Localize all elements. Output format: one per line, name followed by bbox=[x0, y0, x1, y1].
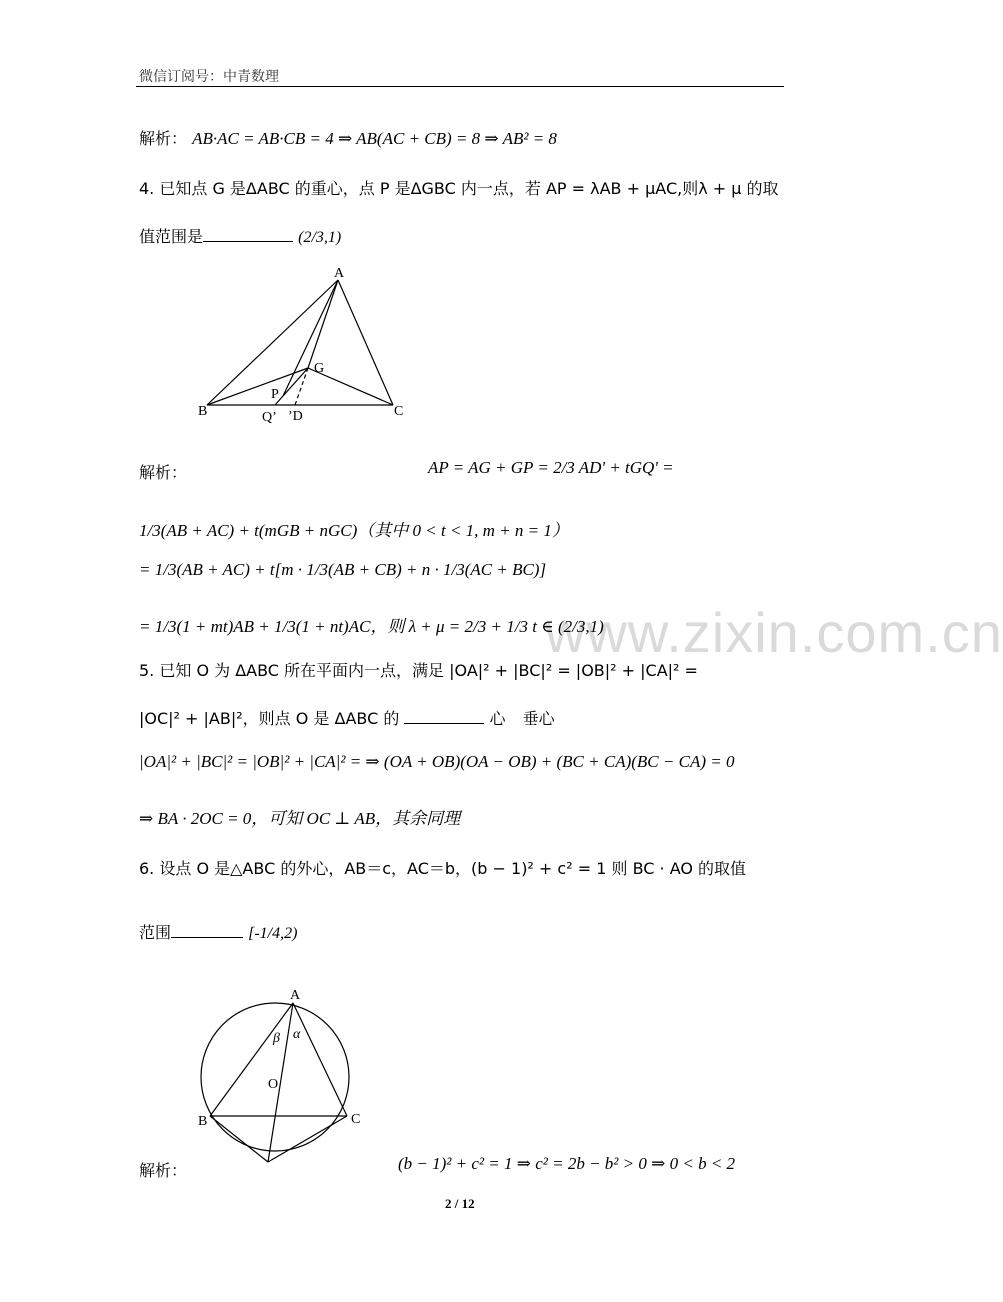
solution-3-expr: AB·AC = AB·CB = 4 ⇒ AB(AC + CB) = 8 ⇒ AB² = 8 bbox=[192, 129, 557, 148]
question-6-line1 bbox=[139, 856, 746, 879]
question-5-text: 5. 已知 O 为 ΔABC 所在平面内一点，满足 |OA|² + |BC|² = |OB|² + |CA|² = bbox=[139, 661, 698, 680]
label-O: O bbox=[268, 1077, 279, 1092]
question-4-line1: 4. 已知点 G 是ΔABC 的重心，点 P 是ΔGBC 内一点，若 AP = λAB + μAC,则λ + μ 的取 bbox=[139, 179, 779, 198]
segment-GB bbox=[207, 368, 308, 405]
header-title: 微信订阅号：中青数理 bbox=[139, 69, 279, 85]
label-A: A bbox=[334, 266, 345, 281]
segment-GD-dashed bbox=[295, 368, 308, 405]
label-B: B bbox=[198, 404, 208, 419]
solution-4-line1: 1/3(AB + AC) + t(mGB + nGC)（其中 0 < t < 1, m + n = 1） bbox=[139, 521, 569, 540]
edge-AB bbox=[210, 1003, 293, 1116]
header-rule bbox=[136, 86, 784, 87]
segment-AG bbox=[308, 280, 338, 368]
question-5-line2 bbox=[139, 706, 555, 729]
page-number: 2 / 12 bbox=[445, 1196, 475, 1211]
segment-AP bbox=[283, 280, 338, 396]
question-6-text: 6. 设点 O 是△ABC 的外心，AB＝c，AC＝b，(b − 1)² + c² = 1 则 BC · AO 的取值 bbox=[139, 859, 747, 878]
figure-triangle-centroid bbox=[195, 268, 415, 428]
solution-6-expr: (b − 1)² + c² = 1 ⇒ c² = 2b − b² > 0 ⇒ 0 < b < 2 bbox=[398, 1154, 736, 1173]
label-P: P bbox=[271, 387, 279, 402]
question-5-prompt: |OC|² + |AB|²，则点 O 是 ΔABC 的 bbox=[139, 709, 400, 728]
label-Q: Q’ bbox=[262, 410, 277, 425]
solution-4-line3: = 1/3(1 + mt)AB + 1/3(1 + nt)AC，则 λ + μ = 2/3 + 1/3 t ∈ (2/3,1) bbox=[139, 617, 604, 636]
solution-4-label bbox=[139, 460, 187, 483]
label-D: ’D bbox=[288, 409, 303, 424]
question-5-derivation-1: |OA|² + |BC|² = |OB|² + |CA|² = ⇒ (OA + OB)(OA − OB) + (BC + CA)(BC − CA) = 0 bbox=[139, 752, 735, 771]
solution-3 bbox=[139, 126, 557, 149]
question-4-text bbox=[139, 176, 779, 199]
solution-4-expr: AP = AG + GP = 2/3 AD' + tGQ' = bbox=[428, 458, 674, 477]
segment-CD bbox=[268, 1116, 347, 1162]
label-C: C bbox=[351, 1112, 361, 1127]
label-G: G bbox=[314, 361, 325, 376]
question-5-line1 bbox=[139, 658, 698, 681]
segment-BD bbox=[210, 1116, 268, 1162]
solution-label: 解析： bbox=[139, 129, 188, 148]
question-5-answer: 垂心 bbox=[522, 709, 555, 728]
label-B: B bbox=[198, 1114, 208, 1129]
label-alpha: α bbox=[293, 1027, 301, 1042]
question-6-answer: [-1/4,2) bbox=[248, 925, 298, 942]
answer-blank bbox=[404, 723, 484, 724]
figure-circumcircle bbox=[188, 984, 378, 1169]
solution-label: 解析： bbox=[139, 1161, 188, 1180]
question-4-prompt: 值范围是 bbox=[139, 227, 204, 246]
edge-AC bbox=[293, 1003, 347, 1116]
question-5-derivation-2: ⇒ BA · 2OC = 0，可知 OC ⊥ AB，其余同理 bbox=[139, 809, 461, 828]
solution-label: 解析： bbox=[139, 463, 188, 482]
answer-blank bbox=[203, 241, 293, 242]
label-C: C bbox=[394, 404, 404, 419]
question-6-prompt: 范围 bbox=[139, 923, 172, 942]
edge-AC bbox=[338, 280, 393, 405]
solution-4-line2: = 1/3(AB + AC) + t[m · 1/3(AB + CB) + n · 1/3(AC + BC)] bbox=[139, 560, 547, 579]
solution-6-label bbox=[139, 1158, 187, 1181]
question-6-line2 bbox=[139, 920, 297, 943]
question-4-answer: (2/3,1) bbox=[298, 229, 342, 246]
watermark: www.zixin.com.cn bbox=[545, 601, 1003, 664]
question-5-suffix: 心 bbox=[489, 709, 506, 728]
label-beta: β bbox=[273, 1031, 280, 1046]
answer-blank bbox=[171, 937, 243, 938]
label-A: A bbox=[290, 988, 301, 1003]
question-4-line2 bbox=[139, 224, 341, 247]
